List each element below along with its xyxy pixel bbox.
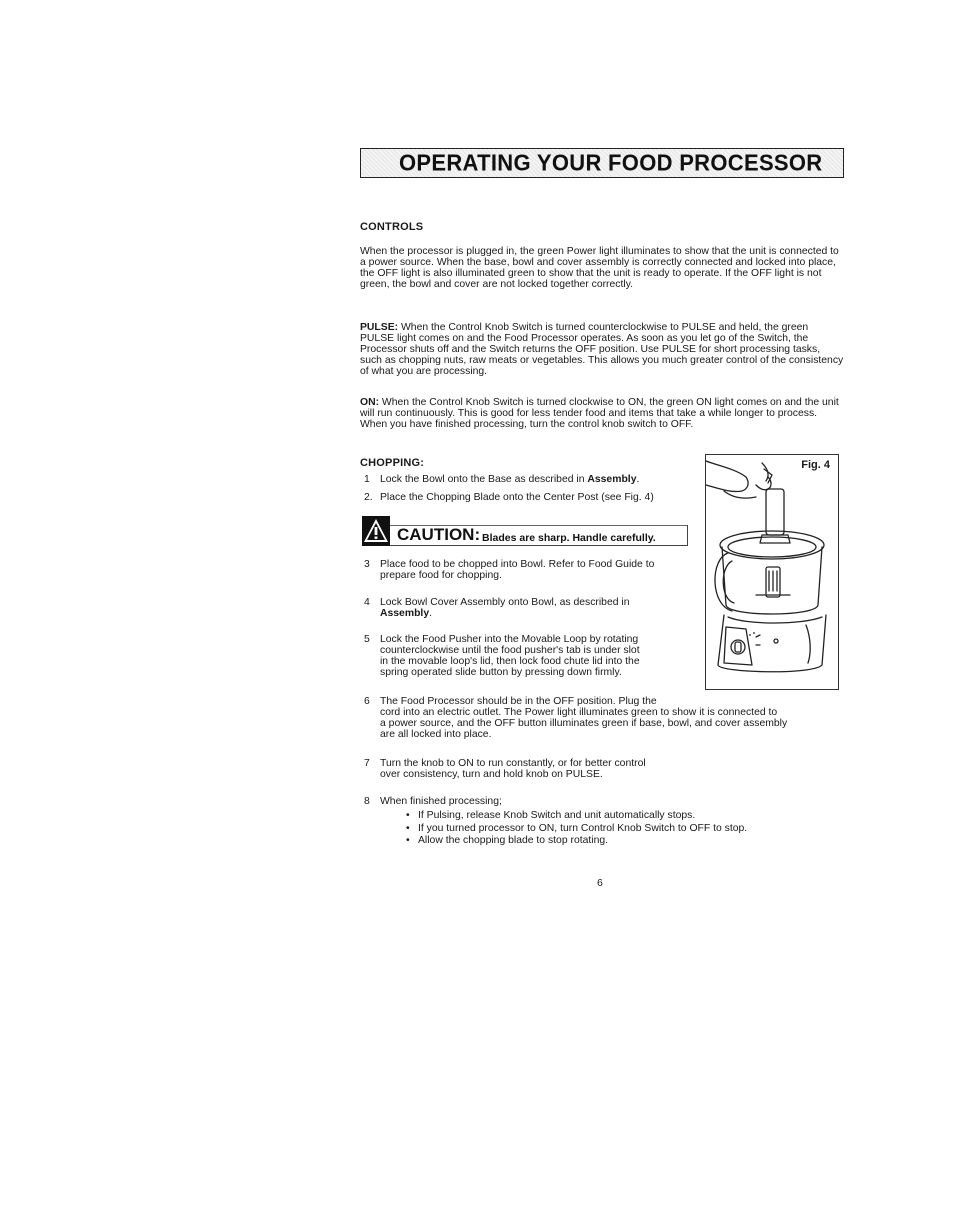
step-text: Lock the Food Pusher into the Movable Loop by rotating — [380, 634, 639, 645]
step-number: 1 — [364, 474, 370, 485]
step-text: counterclockwise until the food pusher's tab is under slot — [380, 645, 640, 656]
pulse-text: When the Control Knob Switch is turned counterclockwise to PULSE and held, the green PULSE light comes on and the Food Processor operates. As soon as you let go of the Switch, the Processor shuts off and the Switch returns the OFF position. Use PULSE for short processing tasks, such as chopping nuts, raw meats or vegetables. This allows you much greater control of the consistency of what you are processing. — [360, 322, 844, 377]
caution-word: CAUTION: — [397, 525, 481, 544]
list-item: • Allow the chopping blade to stop rotating. — [406, 835, 609, 847]
pulse-label: PULSE: — [360, 322, 399, 333]
step-text: Place the Chopping Blade onto the Center Post (see Fig. 4) — [380, 492, 654, 503]
step-number: 7 — [364, 758, 370, 769]
on-label: ON: — [360, 397, 380, 408]
step-bold: Assembly — [380, 608, 430, 619]
finish-bullets — [406, 810, 747, 848]
list-item: • If Pulsing, release Knob Switch and unit automatically stops. — [406, 810, 696, 821]
step-number: 3 — [364, 559, 370, 570]
step-number: 8 — [364, 796, 370, 807]
step-text: The Food Processor should be in the OFF position. Plug the — [380, 696, 657, 707]
pulse-paragraph — [360, 322, 844, 377]
step-number: 5 — [364, 634, 370, 645]
step-text: Turn the knob to ON to run constantly, or for better control — [380, 758, 646, 769]
step-bold: Assembly — [587, 474, 637, 485]
step-number: 4 — [364, 597, 370, 608]
on-text: When the Control Knob Switch is turned clockwise to ON, the green ON light comes on and the unit will run continuously. This is good for less tender food and items that take a while longer to process. When you have finished processing, turn the control knob switch to OFF. — [360, 397, 839, 430]
controls-heading: CONTROLS — [360, 221, 424, 233]
step-text: spring operated slide button by pressing down firmly. — [380, 667, 622, 678]
step-text: Lock the Bowl onto the Base as described in — [380, 474, 588, 485]
caution-message: Blades are sharp. Handle carefully. — [482, 532, 656, 544]
caution-box — [362, 516, 688, 546]
food-processor-illustration — [706, 455, 838, 689]
warning-triangle-icon — [362, 516, 390, 546]
figure-4 — [705, 454, 839, 690]
step-text: are all locked into place. — [380, 729, 492, 740]
step-text: over consistency, turn and hold knob on PULSE. — [380, 769, 603, 780]
step-text: Place food to be chopped into Bowl. Refer to Food Guide to — [380, 559, 655, 570]
step-number: 2. — [364, 492, 373, 503]
chopping-heading: CHOPPING: — [360, 457, 425, 469]
step-text: When finished processing; — [380, 796, 502, 807]
on-paragraph — [360, 397, 844, 430]
page-title: OPERATING YOUR FOOD PROCESSOR — [399, 149, 823, 176]
step-text: Lock Bowl Cover Assembly onto Bowl, as described in — [380, 597, 630, 608]
title-banner — [360, 148, 844, 178]
page-number: 6 — [597, 877, 603, 889]
step-text: prepare food for chopping. — [380, 570, 502, 581]
step-text: in the movable loop's lid, then lock food chute lid into the — [380, 656, 640, 667]
controls-intro: When the processor is plugged in, the green Power light illuminates to show that the unit is connected to a power source. When the base, bowl and cover assembly is correctly connected and locked into place, the OFF light is also illuminated green to show that the unit is ready to operate. If the OFF light is not green, the bowl and cover are not locked together correctly. — [360, 246, 839, 290]
figure-label: Fig. 4 — [801, 459, 830, 471]
step-text: cord into an electric outlet. The Power light illuminates green to show it is connected to — [380, 707, 778, 718]
step-number: 6 — [364, 696, 370, 707]
list-item: • If you turned processor to ON, turn Control Knob Switch to OFF to stop. — [406, 822, 748, 834]
step-text: a power source, and the OFF button illuminates green if base, bowl, and cover assembly — [380, 718, 788, 729]
